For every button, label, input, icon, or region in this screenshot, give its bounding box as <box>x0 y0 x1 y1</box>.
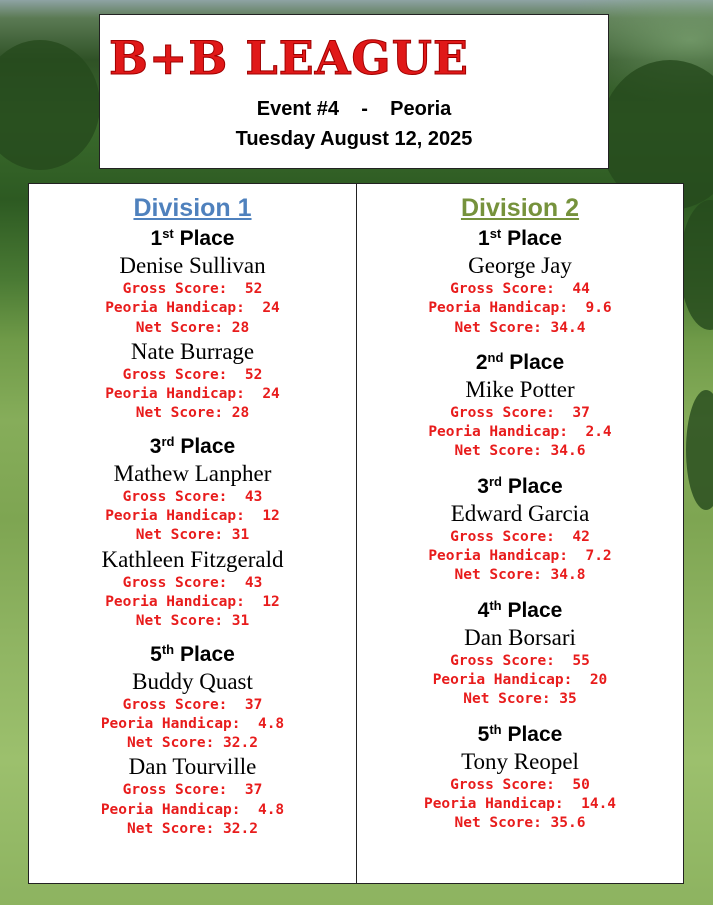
player-name: Dan Tourville <box>128 754 257 780</box>
place-ordinal-suffix: st <box>489 226 502 241</box>
place-number: 2 <box>475 350 488 374</box>
background-tree <box>0 40 100 170</box>
player-entry <box>29 460 356 546</box>
place-heading <box>357 350 683 376</box>
gross-score: Gross Score: 44 <box>450 281 590 297</box>
player-entry <box>29 252 356 338</box>
peoria-handicap: Peoria Handicap: 4.8 <box>100 715 285 732</box>
place-group <box>29 642 356 840</box>
place-word: Place <box>179 227 235 250</box>
player-entry <box>357 748 683 834</box>
peoria-handicap: Peoria Handicap: 24 <box>105 386 280 403</box>
gross-score: Gross Score: 37 <box>122 782 263 799</box>
place-heading <box>357 598 683 624</box>
place-group <box>357 598 683 710</box>
place-heading <box>357 474 683 500</box>
place-number: 5 <box>150 642 162 666</box>
place-heading <box>357 226 683 252</box>
player-entry <box>29 546 356 632</box>
player-name: Buddy Quast <box>132 668 253 694</box>
gross-score: Gross Score: 37 <box>122 696 263 713</box>
peoria-handicap: Peoria Handicap: 4.8 <box>100 801 285 818</box>
player-name: Nate Burrage <box>130 338 255 364</box>
division-2-column <box>356 184 683 883</box>
place-ordinal-suffix: rd <box>488 473 502 489</box>
net-score: Net Score: 31 <box>135 613 250 630</box>
gross-score: Gross Score: 52 <box>122 366 263 383</box>
place-number: 1 <box>478 227 490 250</box>
place-heading <box>29 226 356 252</box>
peoria-handicap: Peoria Handicap: 14.4 <box>423 795 617 812</box>
net-score: Net Score: 28 <box>135 319 250 336</box>
peoria-handicap: Peoria Handicap: 9.6 <box>428 300 612 317</box>
gross-score: Gross Score: 43 <box>122 574 263 591</box>
net-score: Net Score: 34.6 <box>454 443 586 460</box>
player-name: George Jay <box>468 253 572 278</box>
division-title: Division 2 <box>460 194 580 222</box>
place-group <box>357 226 683 338</box>
net-score: Net Score: 34.4 <box>454 319 586 336</box>
player-entry <box>29 753 356 839</box>
place-word: Place <box>180 434 236 458</box>
place-ordinal-suffix: th <box>489 721 502 737</box>
net-score: Net Score: 35 <box>463 691 577 708</box>
division-1-column <box>29 184 356 883</box>
place-group <box>357 722 683 834</box>
gross-score: Gross Score: 52 <box>122 281 263 297</box>
place-ordinal-suffix: nd <box>487 349 504 365</box>
background-tree <box>686 390 713 510</box>
place-group <box>29 226 356 424</box>
net-score: Net Score: 31 <box>135 527 250 544</box>
player-entry <box>357 252 683 338</box>
place-word: Place <box>507 722 563 746</box>
player-name: Tony Reopel <box>461 748 579 774</box>
gross-score: Gross Score: 50 <box>450 776 590 793</box>
peoria-handicap: Peoria Handicap: 2.4 <box>428 424 612 441</box>
net-score: Net Score: 32.2 <box>127 821 258 838</box>
player-name: Kathleen Fitzgerald <box>101 546 284 572</box>
player-name: Dan Borsari <box>464 624 576 650</box>
net-score: Net Score: 34.8 <box>454 567 586 584</box>
place-ordinal-suffix: th <box>489 597 502 613</box>
place-word: Place <box>509 350 565 374</box>
player-entry <box>29 338 356 424</box>
place-ordinal-suffix: st <box>162 226 174 241</box>
player-entry <box>357 624 683 710</box>
place-group <box>29 434 356 632</box>
place-heading <box>29 642 356 668</box>
place-ordinal-suffix: rd <box>161 433 175 449</box>
place-heading <box>29 434 356 460</box>
place-word: Place <box>179 642 235 666</box>
gross-score: Gross Score: 37 <box>450 404 590 421</box>
net-score: Net Score: 32.2 <box>127 735 258 752</box>
player-name: Denise Sullivan <box>119 253 266 278</box>
peoria-handicap: Peoria Handicap: 12 <box>105 508 280 525</box>
place-word: Place <box>507 598 563 622</box>
place-number: 5 <box>477 722 490 746</box>
header-box <box>99 14 609 169</box>
place-number: 3 <box>149 434 162 458</box>
player-name: Mike Potter <box>465 376 575 402</box>
place-number: 3 <box>477 474 489 498</box>
place-ordinal-suffix: th <box>161 641 175 657</box>
league-title: B+B LEAGUE <box>109 31 469 85</box>
gross-score: Gross Score: 55 <box>450 652 590 669</box>
peoria-handicap: Peoria Handicap: 24 <box>105 300 280 317</box>
player-entry <box>357 376 683 462</box>
place-word: Place <box>507 227 562 250</box>
place-number: 1 <box>150 227 163 250</box>
place-number: 4 <box>477 598 490 622</box>
peoria-handicap: Peoria Handicap: 12 <box>105 593 280 610</box>
places-list <box>357 226 683 833</box>
gross-score: Gross Score: 42 <box>450 528 590 545</box>
division-title: Division 1 <box>133 194 252 222</box>
places-list <box>29 226 356 839</box>
event-date: Tuesday August 12, 2025 <box>235 128 473 150</box>
place-word: Place <box>507 474 563 498</box>
place-group <box>357 474 683 586</box>
results-box <box>28 183 684 884</box>
net-score: Net Score: 28 <box>135 405 250 422</box>
place-group <box>357 350 683 462</box>
peoria-handicap: Peoria Handicap: 7.2 <box>428 548 612 565</box>
place-heading <box>357 722 683 748</box>
player-name: Edward Garcia <box>450 500 590 526</box>
event-line: Event #4 - Peoria <box>256 98 452 120</box>
player-entry <box>29 668 356 754</box>
background-tree <box>680 200 713 330</box>
gross-score: Gross Score: 43 <box>122 488 263 505</box>
player-entry <box>357 500 683 586</box>
player-name: Mathew Lanpher <box>113 460 272 486</box>
net-score: Net Score: 35.6 <box>454 815 586 832</box>
peoria-handicap: Peoria Handicap: 20 <box>432 671 608 688</box>
